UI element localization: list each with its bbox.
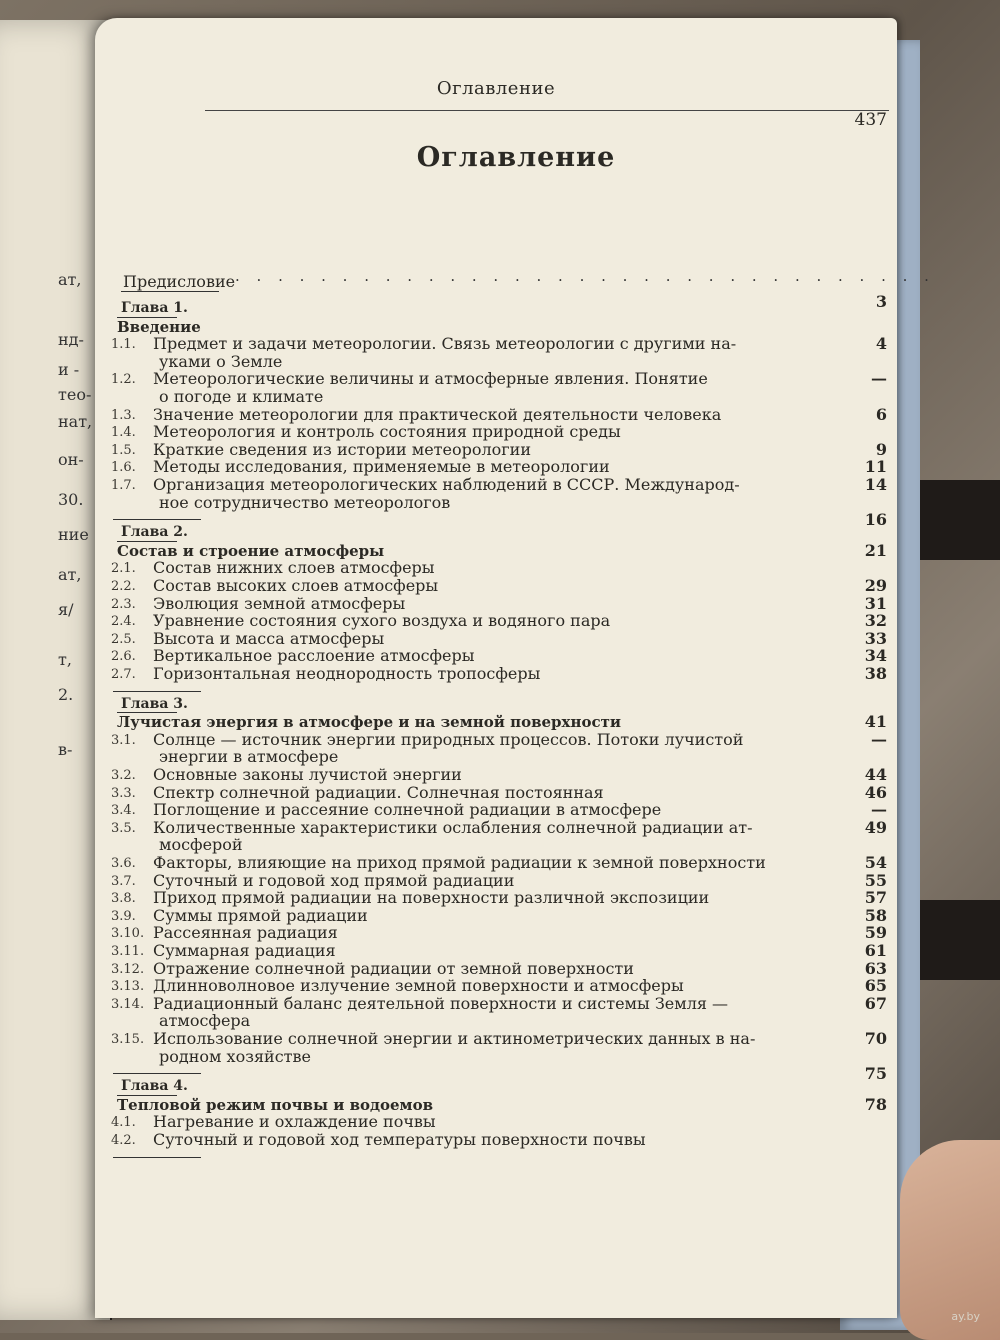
- toc-page: [95, 18, 935, 1318]
- toc-entry-number: 3.5.: [111, 820, 136, 836]
- toc-page-ref: 59: [864, 923, 887, 943]
- toc-entry-number: 2.6.: [111, 649, 136, 665]
- toc-entry-number: 3.1.: [111, 732, 136, 748]
- toc-page-ref: 6: [875, 404, 887, 424]
- toc-entry-text: Суммарная радиация: [153, 941, 336, 960]
- toc-entry-text: Спектр солнечной радиации. Солнечная постоянная: [153, 782, 604, 802]
- toc-entry-text: Длинноволновое излучение земной поверхности и атмосферы: [153, 976, 684, 996]
- toc-entry-number: 3.8.: [111, 891, 136, 907]
- left-page-text-fragment: в-: [58, 740, 73, 759]
- header-rule: [205, 110, 889, 111]
- left-page-text-fragment: нат,: [58, 412, 93, 431]
- toc-entry-text: Нагревание и охлаждение почвы: [153, 1112, 436, 1132]
- toc-entry-number: 1.1.: [111, 337, 136, 353]
- toc-entry-text: Использование солнечной энергии и актинометрических данных в на-: [153, 1029, 756, 1048]
- toc-entry-text: Краткие сведения из истории метеорологии: [153, 439, 531, 459]
- leader-dots: . . . . . . . . . . . . . . . . . . . . . . . . . . . . . . . . .: [235, 267, 935, 285]
- chapter-label: Глава 3.: [121, 695, 188, 712]
- left-page-text-fragment: ние: [58, 525, 89, 544]
- left-page-text-fragment: я/: [58, 600, 74, 619]
- left-page-text-fragment: он-: [58, 450, 84, 469]
- toc-entry-text: Уравнение состояния сухого воздуха и водяного пара: [153, 611, 611, 631]
- left-page-text-fragment: и -: [58, 360, 80, 379]
- toc-entry-text: атмосфера: [159, 1011, 251, 1031]
- toc-page-ref: 46: [864, 782, 887, 802]
- toc-entry-number: 2.7.: [111, 667, 136, 682]
- toc-entry-number: 2.1.: [111, 561, 136, 577]
- toc-page-ref: 9: [875, 439, 887, 459]
- toc-entry-text: Отражение солнечной радиации от земной поверхности: [153, 958, 634, 978]
- toc-entry-number: 4.2.: [111, 1133, 136, 1148]
- toc-entry-text: Факторы, влияющие на приход прямой радиации к земной поверхности: [153, 853, 766, 872]
- toc-entry-text: Предмет и задачи метеорологии. Связь метеорологии с другими на-: [153, 334, 737, 354]
- toc-entry-number: 1.6.: [111, 460, 136, 476]
- toc-page-ref: 70: [864, 1029, 887, 1048]
- running-head: Оглавление: [436, 78, 556, 99]
- toc-entry-number: 3.13.: [111, 979, 145, 995]
- toc-page-ref: 14: [864, 475, 887, 494]
- toc-entry-text: Горизонтальная неоднородность тропосферы: [153, 664, 541, 683]
- toc-page-ref: 34: [864, 646, 887, 666]
- chapter-rule: [113, 1073, 201, 1074]
- toc-entry-text: Вертикальное расслоение атмосферы: [153, 646, 475, 666]
- toc-page-ref: 67: [864, 993, 887, 1013]
- toc-entry-number: 3.6.: [111, 856, 136, 871]
- toc-entry-text: Состав высоких слоев атмосферы: [153, 576, 439, 595]
- toc-entry-text: о погоде и климате: [159, 387, 324, 406]
- toc-page-ref: 4: [875, 334, 887, 354]
- toc-page-ref: 54: [864, 853, 887, 872]
- toc-entry-number: 3.3.: [111, 785, 136, 801]
- left-page-text-fragment: тео-: [58, 385, 92, 404]
- chapter-label: Глава 4.: [121, 1078, 188, 1095]
- left-page-text-fragment: т,: [58, 650, 72, 669]
- left-page-text-fragment: нд-: [58, 330, 84, 349]
- toc-entry-number: 2.3.: [111, 596, 136, 612]
- toc-entry-text: Эволюция земной атмосферы: [153, 593, 406, 613]
- page-title: Оглавление: [416, 142, 616, 173]
- toc-entry-text: Радиационный баланс деятельной поверхности и системы Земля —: [153, 993, 729, 1013]
- toc-page-ref: 29: [864, 576, 887, 595]
- toc-page-ref: 3: [875, 292, 887, 311]
- toc-entry-number: 3.7.: [111, 873, 136, 889]
- toc-entry-number: 3.2.: [111, 768, 136, 783]
- toc-entry-number: 1.4.: [111, 425, 136, 441]
- toc-page-ref: —: [871, 369, 887, 389]
- toc-page-ref: 41: [864, 712, 887, 732]
- toc-entry-text: Поглощение и рассеяние солнечной радиации в атмосфере: [153, 800, 662, 820]
- toc-entry-text: Метеорология и контроль состояния природной среды: [153, 422, 621, 442]
- chapter-rule: [113, 1157, 201, 1158]
- toc-page-ref: 16: [864, 510, 887, 530]
- toc-page-ref: 55: [864, 870, 887, 890]
- toc-page-ref: 57: [864, 888, 887, 908]
- chapter-title: Состав и строение атмосферы: [117, 541, 385, 560]
- toc-entry-text: Метеорологические величины и атмосферные явления. Понятие: [153, 369, 708, 389]
- page-number: 437: [854, 110, 887, 130]
- toc-entry-number: 3.15.: [111, 1032, 145, 1047]
- toc-page-ref: 33: [864, 628, 887, 648]
- toc-entry-text: Состав нижних слоев атмосферы: [153, 558, 435, 578]
- toc-page-ref: 11: [864, 457, 887, 477]
- toc-entry-text: Суммы прямой радиации: [153, 905, 368, 925]
- chapter-rule: [121, 291, 219, 292]
- chapter-title: Введение: [117, 317, 201, 336]
- toc-entry-text: Значение метеорологии для практической деятельности человека: [153, 404, 722, 424]
- toc-entry-text: Суточный и годовой ход температуры поверхности почвы: [153, 1130, 646, 1149]
- toc-entry-text: уками о Земле: [159, 351, 283, 371]
- toc-page-ref: 31: [864, 593, 887, 613]
- toc-entry-number: 1.5.: [111, 442, 136, 458]
- toc-page-ref: 21: [864, 540, 887, 560]
- left-page-text-fragment: 30.: [58, 490, 84, 509]
- toc-page-ref: 65: [864, 976, 887, 996]
- hand: [900, 1140, 1000, 1340]
- toc-entry-text: Основные законы лучистой энергии: [153, 765, 462, 784]
- toc-page-ref: 58: [864, 905, 887, 925]
- toc-entry-text: энергии в атмосфере: [159, 747, 339, 767]
- toc-page-ref: 49: [864, 817, 887, 837]
- toc-entry-number: 3.14.: [111, 996, 145, 1012]
- toc-entry-text: Рассеянная радиация: [153, 923, 338, 943]
- chapter-label: Глава 1.: [121, 300, 188, 316]
- toc-page-ref: 38: [864, 664, 887, 683]
- toc-entry-text: Организация метеорологических наблюдений в СССР. Международ-: [153, 475, 740, 494]
- toc-entry-text: Суточный и годовой ход прямой радиации: [153, 870, 515, 890]
- left-page-text-fragment: 2.: [58, 685, 74, 704]
- toc-entry-text: ное сотрудничество метеорологов: [159, 492, 451, 512]
- chapter-rule: [113, 691, 201, 692]
- toc-entry-number: 2.5.: [111, 631, 136, 647]
- toc-entry-number: 2.2.: [111, 579, 136, 594]
- toc-entry-number: 3.12.: [111, 961, 145, 977]
- toc-page-ref: 32: [864, 611, 887, 631]
- toc-entry-number: 3.4.: [111, 803, 136, 819]
- chapter-label: Глава 2.: [121, 524, 188, 541]
- chapter-title: Тепловой режим почвы и водоемов: [117, 1095, 434, 1114]
- toc-page-ref: 78: [864, 1094, 887, 1114]
- toc-page-ref: 75: [864, 1064, 887, 1084]
- toc-entry-text: мосферой: [159, 835, 243, 855]
- toc-entry-number: 2.4.: [111, 614, 136, 630]
- toc-page-ref: —: [871, 800, 887, 820]
- toc-page-ref: —: [871, 729, 887, 749]
- toc-page-ref: 63: [864, 958, 887, 978]
- toc-entry-text: Солнце — источник энергии природных процессов. Потоки лучистой: [153, 729, 744, 749]
- left-page-text-fragment: ат,: [58, 270, 82, 289]
- chapter-rule: [113, 519, 201, 520]
- toc-preface-label: Предисловие: [123, 272, 236, 291]
- toc-entry-number: 3.9.: [111, 908, 136, 924]
- toc-page-ref: 61: [864, 941, 887, 960]
- toc-page-ref: 44: [864, 765, 887, 784]
- toc-entry-number: 4.1.: [111, 1115, 136, 1131]
- toc-entry-number: 1.3.: [111, 407, 136, 423]
- toc-entry-number: 1.2.: [111, 372, 136, 388]
- toc-entry-text: родном хозяйстве: [159, 1046, 311, 1066]
- toc-entry-number: 1.7.: [111, 478, 136, 493]
- left-page-text-fragment: ат,: [58, 565, 82, 584]
- toc-entry-number: 3.10.: [111, 926, 145, 942]
- chapter-title: Лучистая энергия в атмосфере и на земной поверхности: [117, 713, 622, 732]
- toc-entry-text: Методы исследования, применяемые в метеорологии: [153, 457, 610, 477]
- toc-entry-number: 3.11.: [111, 944, 145, 959]
- toc-entry-text: Высота и масса атмосферы: [153, 628, 385, 648]
- toc-entry-text: Количественные характеристики ослабления солнечной радиации ат-: [153, 817, 753, 837]
- toc-entry-text: Приход прямой радиации на поверхности различной экспозиции: [153, 888, 710, 908]
- watermark: ay.by: [951, 1310, 980, 1323]
